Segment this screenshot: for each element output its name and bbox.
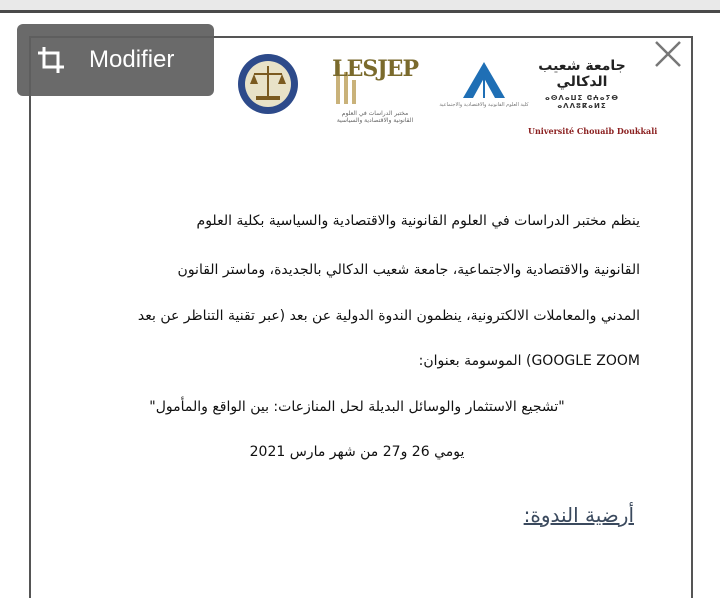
paragraph-line-1: ينظم مختبر الدراسات في العلوم القانونية والاقتصادية والسياسية بكلية العلوم (196, 213, 640, 229)
paragraph-line-2: القانونية والاقتصادية والاجتماعية، جامعة شعيب الدكالي بالجديدة، وماستر القانون (177, 262, 640, 278)
paragraph-line-3: المدني والمعاملات الالكترونية، ينظمون الندوة الدولية عن بعد (عبر تقنية التناظر عن بعد (137, 308, 640, 324)
university-logo (528, 58, 658, 136)
close-button[interactable] (650, 36, 686, 72)
faculty-logo (433, 58, 535, 134)
crop-icon (36, 45, 66, 75)
conference-date: يومي 26 و27 من شهر مارس 2021 (249, 444, 465, 460)
university-name-tifinagh: ⴰⵙⴷⴰⵡⵉ ⵛⵄⴰⵢⴱ ⴰⴷⴷⵓⴽⴰⵍⵉ (545, 94, 619, 110)
section-heading: أرضية الندوة: (523, 503, 634, 527)
header-logos (236, 50, 658, 140)
edit-button-label: Modifier (89, 46, 175, 73)
lesjep-logo (332, 56, 418, 130)
paragraph-line-4: GOOGLE ZOOM) الموسومة بعنوان: (418, 353, 640, 369)
university-name-ar: جامعة شعيب الدكالي (538, 58, 626, 90)
lesjep-acronym: LESJEP (332, 56, 418, 82)
close-icon (653, 39, 683, 69)
top-status-bar (0, 0, 720, 13)
edit-button[interactable] (17, 24, 214, 96)
university-name-fr: Université Chouaib Doukkali (528, 126, 658, 136)
faculty-seal-logo (236, 52, 300, 116)
faculty-subtitle: كلية العلوم القانونية والاقتصادية والاجتماعية (439, 102, 529, 108)
conference-title: "تشجيع الاستثمار والوسائل البديلة لحل المنازعات: بين الواقع والمأمول" (149, 399, 565, 415)
lab-subtitle: مختبر الدراسات في العلوم القانونية والاقتصادية والسياسية (336, 110, 414, 124)
